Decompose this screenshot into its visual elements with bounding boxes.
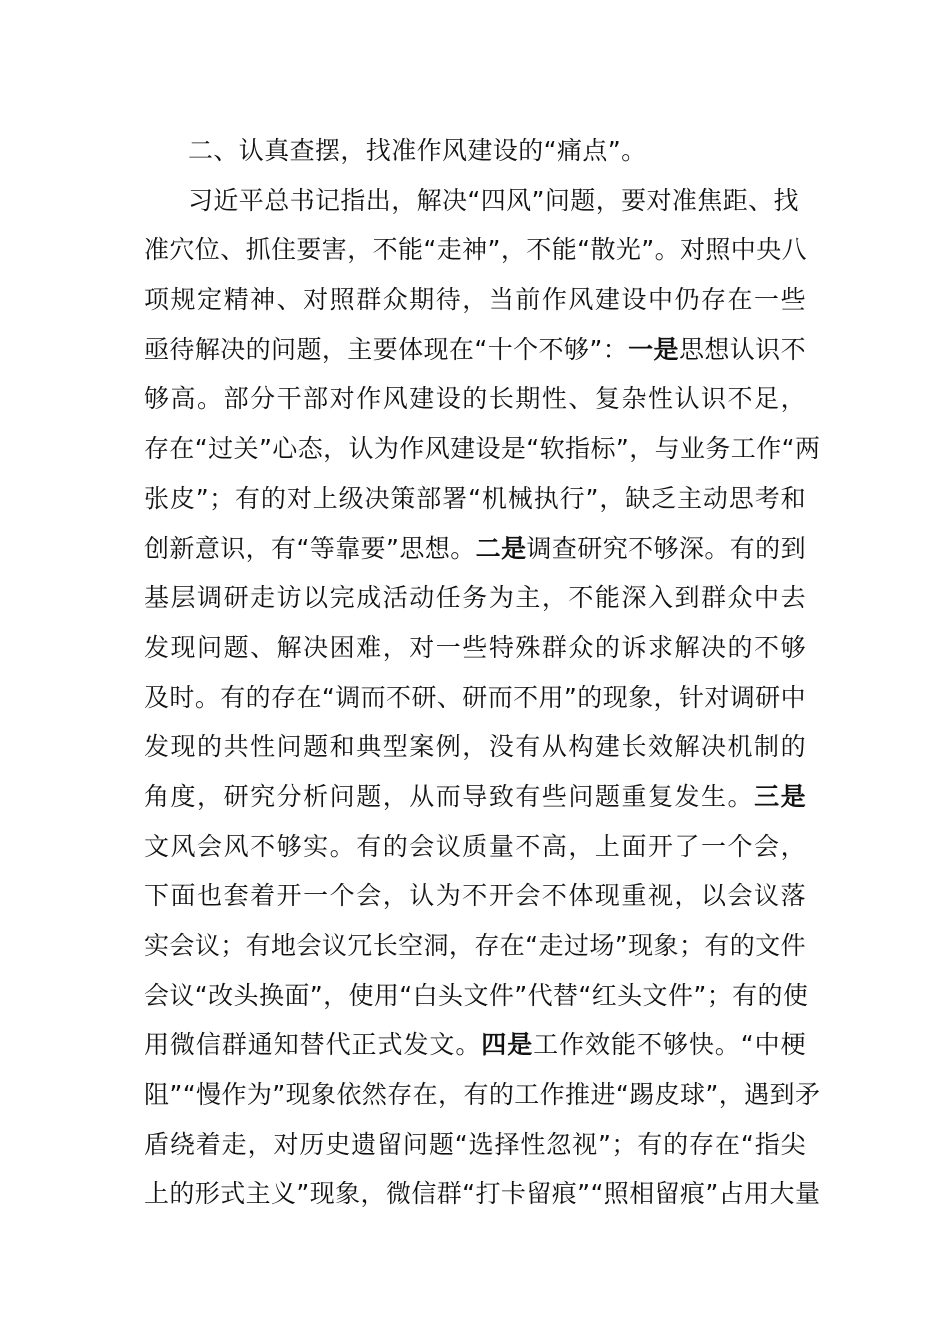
paragraph-text: 准穴位、抓住要害，不能“走神”，不能“散光”。对照中央八 (144, 235, 808, 265)
paragraph-line (144, 474, 806, 524)
section-heading (144, 126, 806, 176)
paragraph-text: 习近平总书记指出，解决“四风”问题，要对准焦距、找 (188, 185, 799, 215)
paragraph-text: 角度，研究分析问题，从而导致有些问题重复发生。 (144, 781, 755, 811)
paragraph-line (144, 424, 821, 474)
paragraph-text: 会议“改头换面”，使用“白头文件”代替“红头文件”；有的使 (144, 980, 809, 1010)
paragraph-text: 工作效能不够快。“中梗 (533, 1030, 806, 1060)
paragraph-text: 创新意识，有“等靠要”思想。 (144, 533, 476, 563)
paragraph-text: 上的形式主义”现象，微信群“打卡留痕”“照相留痕”占用大量 (144, 1179, 821, 1209)
paragraph-text: 思想认识不 (678, 334, 806, 364)
bold-marker: 一是 (628, 334, 679, 364)
paragraph-line (144, 524, 806, 574)
paragraph-line (144, 921, 806, 971)
paragraph-text: 基层调研走访以完成活动任务为主，不能深入到群众中去 (144, 583, 806, 613)
paragraph-line (144, 871, 806, 921)
paragraph-text: 盾绕着走，对历史遗留问题“选择性忽视”；有的存在“指尖 (144, 1129, 806, 1159)
paragraph-line (144, 623, 806, 673)
paragraph-text: 张皮”；有的对上级决策部署“机械执行”，缺乏主动思考和 (144, 483, 806, 513)
bold-marker: 四是 (481, 1030, 534, 1060)
paragraph-line (144, 1120, 806, 1170)
paragraph-text: 下面也套着开一个会，认为不开会不体现重视，以会议落 (144, 881, 806, 911)
paragraph-text: 存在“过关”心态，认为作风建设是“软指标”，与业务工作“两 (144, 434, 821, 464)
paragraph-line (144, 325, 806, 375)
paragraph-text: 项规定精神、对照群众期待，当前作风建设中仍存在一些 (144, 285, 806, 315)
paragraph-text: 够高。部分干部对作风建设的长期性、复杂性认识不足， (144, 384, 806, 414)
paragraph-line (144, 176, 806, 226)
paragraph-text: 文风会风不够实。有的会议质量不高，上面开了一个会， (144, 831, 806, 861)
paragraph-line (144, 1169, 821, 1219)
paragraph-line (144, 772, 806, 822)
paragraph-line (144, 1070, 821, 1120)
paragraph-line (144, 573, 806, 623)
paragraph-line (144, 225, 806, 275)
paragraph-text: 发现的共性问题和典型案例，没有从构建长效解决机制的 (144, 732, 806, 762)
paragraph-text: 及时。有的存在“调而不研、研而不用”的现象，针对调研中 (144, 682, 806, 712)
paragraph-text: 阻”“慢作为”现象依然存在，有的工作推进“踢皮球”，遇到矛 (144, 1080, 821, 1110)
paragraph-line (144, 374, 806, 424)
paragraph-line (144, 275, 806, 325)
section-heading-text: 二、认真查摆，找准作风建设的“痛点”。 (188, 136, 647, 165)
paragraph-text: 实会议；有地会议冗长空洞，存在“走过场”现象；有的文件 (144, 931, 806, 960)
paragraph-line (144, 722, 806, 772)
paragraph-line (144, 971, 809, 1021)
paragraph-text: 发现问题、解决困难，对一些特殊群众的诉求解决的不够 (144, 632, 806, 662)
paragraph-line (144, 822, 806, 872)
paragraph-text: 调查研究不够深。有的到 (526, 533, 806, 563)
paragraph-text: 亟待解决的问题，主要体现在“十个不够”： (144, 334, 629, 364)
paragraph-line (144, 673, 806, 723)
bold-marker: 二是 (475, 533, 527, 563)
paragraph-line (144, 1020, 806, 1070)
document-body (144, 126, 821, 1219)
paragraph-text: 用微信群通知替代正式发文。 (144, 1030, 482, 1060)
bold-marker: 三是 (754, 781, 806, 811)
